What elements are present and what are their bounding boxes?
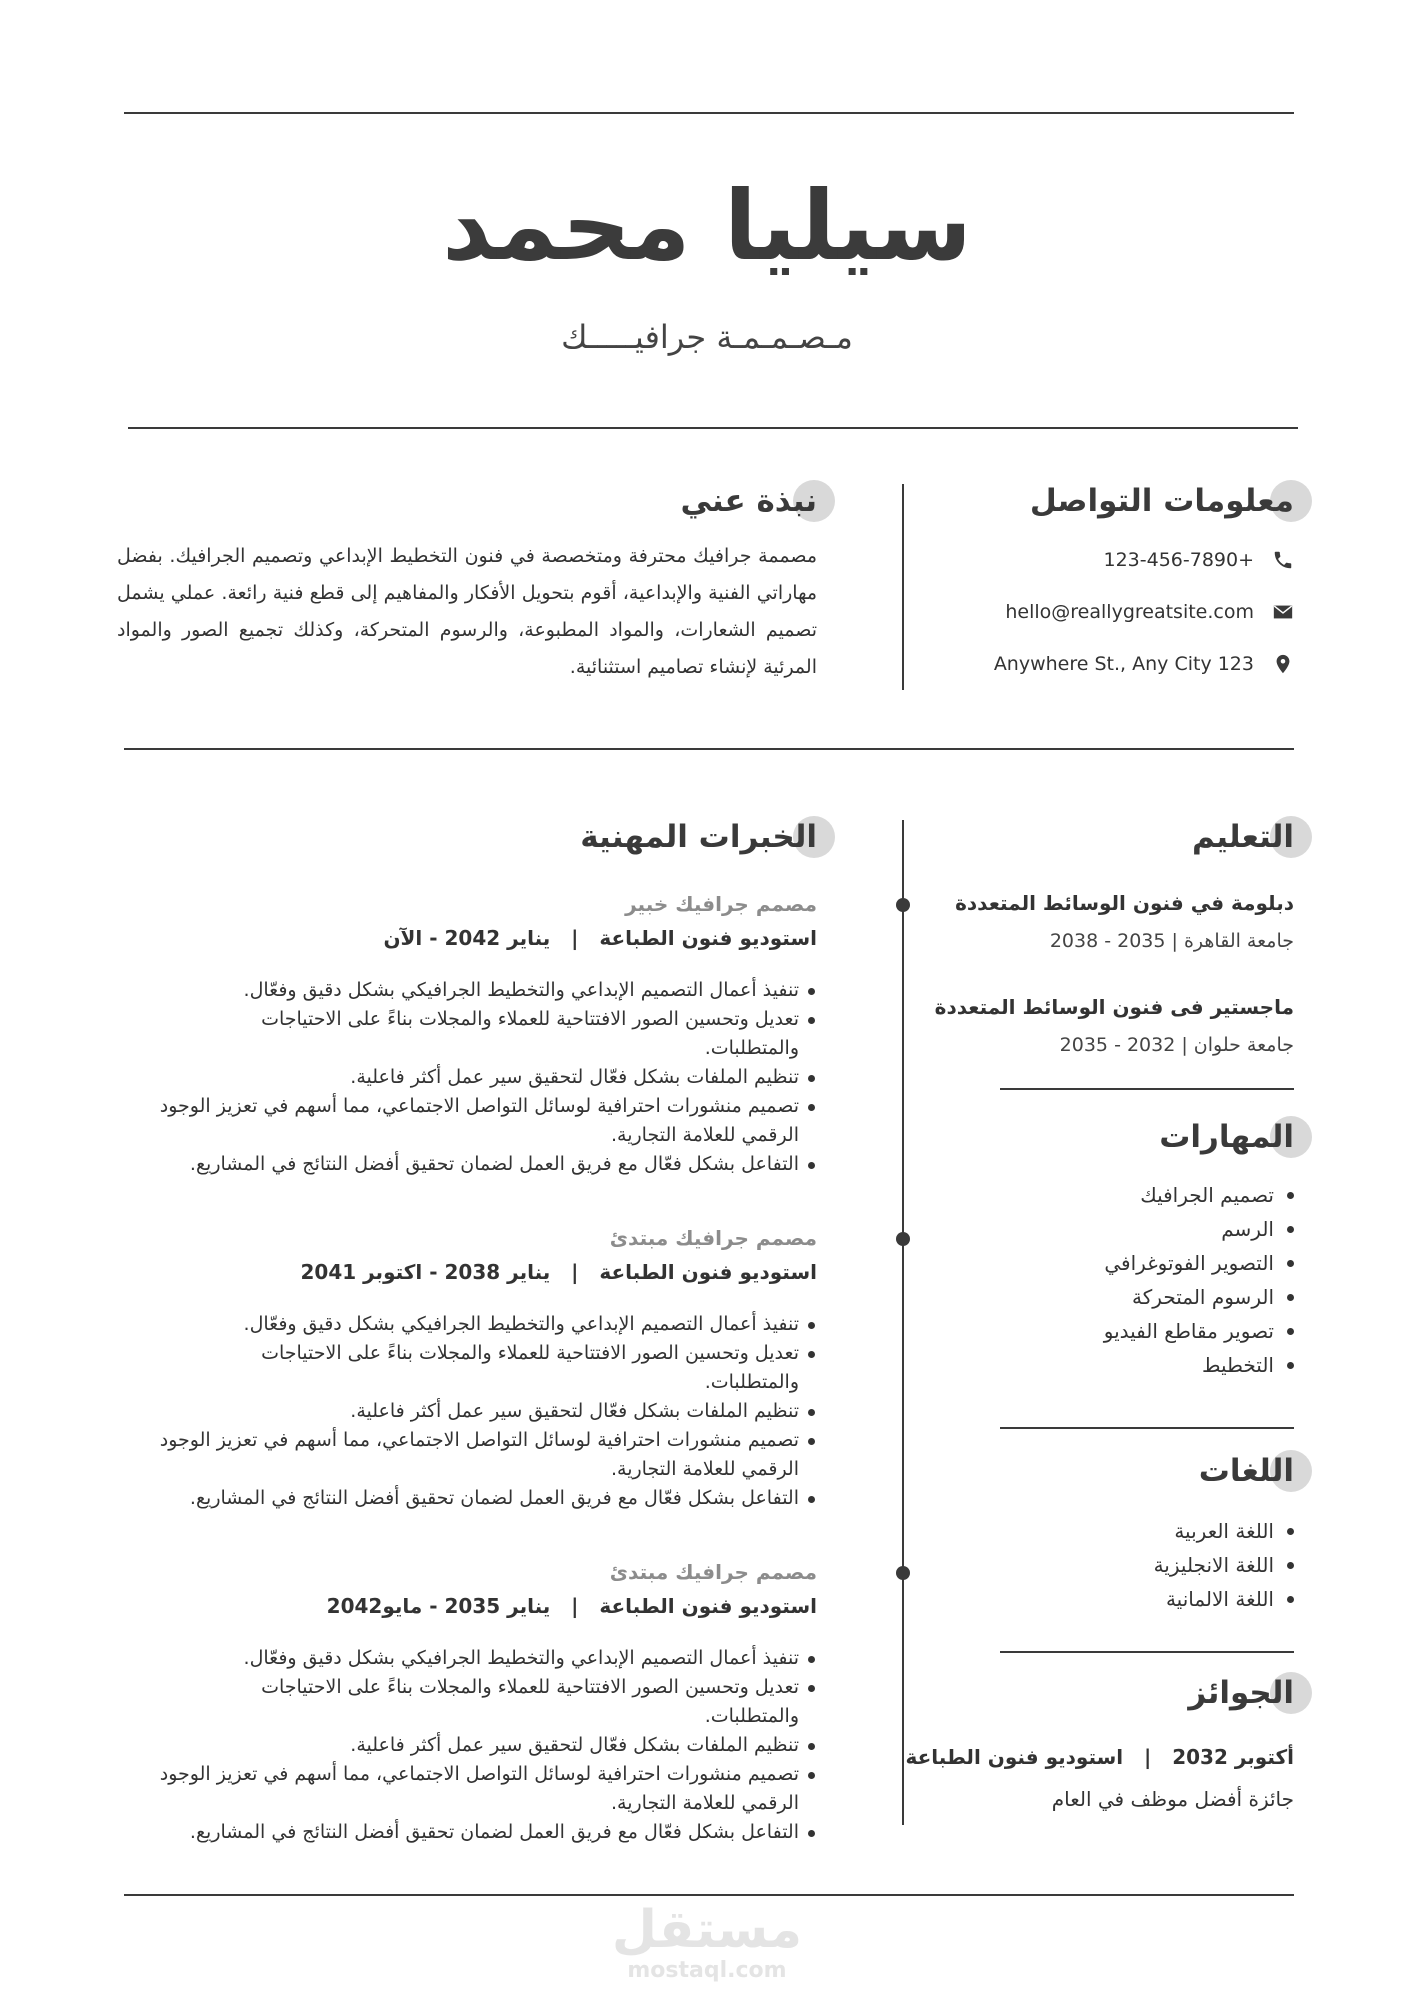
duty-item: تنظيم الملفات بشكل فعّال لتحقيق سير عمل أكثر فاعلية. [97, 1063, 799, 1092]
experience-entry [97, 888, 817, 1179]
duty-item: تصميم منشورات احترافية لوسائل التواصل الاجتماعي، مما أسهم في تعزيز الوجود الرقمي للعلامة التجارية. [159, 1426, 799, 1484]
phone-text: 123-456-7890+ [1103, 549, 1254, 571]
duty-item: التفاعل بشكل فعّال مع فريق العمل لضمان تحقيق أفضل النتائج في المشاريع. [97, 1150, 799, 1179]
job-title: مـصـمـمـة جرافيـــــك [561, 318, 853, 356]
timeline-dot [896, 1232, 910, 1246]
language-item: اللغة العربية [914, 1514, 1294, 1548]
job-company-date: استوديو فنون الطباعة | يناير 2035 - مايو2042 [326, 1594, 817, 1618]
duty-item: تعديل وتحسين الصور الافتتاحية للعملاء والمجلات بناءً على الاحتياجات والمتطلبات. [199, 1005, 799, 1063]
job-role: مصمم جرافيك خبير [625, 892, 817, 916]
job-company-date: استوديو فنون الطباعة | يناير 2042 - الآن [383, 926, 817, 950]
job-company-date: استوديو فنون الطباعة | يناير 2038 - اكتوبر 2041 [300, 1260, 817, 1284]
skill-item: التصوير الفوتوغرافي [914, 1246, 1294, 1280]
language-item: اللغة الانجليزية [914, 1548, 1294, 1582]
contact-email[interactable] [914, 594, 1294, 630]
location-pin-icon [1272, 653, 1294, 675]
divider-bottom [124, 1894, 1294, 1896]
school-line: جامعة القاهرة | 2035 - 2038 [1049, 930, 1294, 952]
experience-entry [97, 1222, 817, 1513]
education-entry [914, 990, 1294, 1062]
email-text: hello@reallygreatsite.com [1005, 601, 1254, 623]
column-separator-top [902, 484, 904, 690]
skill-item: التخطيط [914, 1348, 1294, 1382]
contact-phone[interactable] [914, 542, 1294, 578]
skill-item: تصوير مقاطع الفيديو [914, 1314, 1294, 1348]
job-duties [97, 976, 817, 1179]
duty-item: تصميم منشورات احترافية لوسائل التواصل الاجتماعي، مما أسهم في تعزيز الوجود الرقمي للعلامة التجارية. [159, 1760, 799, 1818]
phone-icon [1272, 549, 1294, 571]
skill-item: الرسوم المتحركة [914, 1280, 1294, 1314]
languages-list [914, 1514, 1294, 1616]
timeline-dot [896, 898, 910, 912]
skill-item: الرسم [914, 1212, 1294, 1246]
job-role: مصمم جرافيك مبتدئ [609, 1226, 817, 1250]
contact-address[interactable] [914, 646, 1294, 682]
job-duties [97, 1310, 817, 1513]
award-description: جائزة أفضل موظف في العام [1051, 1787, 1294, 1811]
duty-item: التفاعل بشكل فعّال مع فريق العمل لضمان تحقيق أفضل النتائج في المشاريع. [97, 1818, 799, 1847]
divider-header [128, 427, 1298, 429]
address-text: Anywhere St., Any City 123 [993, 653, 1254, 675]
duty-item: تنفيذ أعمال التصميم الإبداعي والتخطيط الجرافيكي بشكل دقيق وفعّال. [97, 976, 799, 1005]
divider-skills [1000, 1427, 1294, 1429]
divider-education [1000, 1088, 1294, 1090]
duty-item: التفاعل بشكل فعّال مع فريق العمل لضمان تحقيق أفضل النتائج في المشاريع. [97, 1484, 799, 1513]
degree-title: ماجستير فى فنون الوسائط المتعددة [934, 995, 1294, 1019]
duty-item: تنظيم الملفات بشكل فعّال لتحقيق سير عمل أكثر فاعلية. [97, 1731, 799, 1760]
duty-item: تعديل وتحسين الصور الافتتاحية للعملاء والمجلات بناءً على الاحتياجات والمتطلبات. [199, 1339, 799, 1397]
watermark-url: mostaql.com [627, 1958, 787, 1983]
divider-middle [124, 748, 1294, 750]
duty-item: تنفيذ أعمال التصميم الإبداعي والتخطيط الجرافيكي بشكل دقيق وفعّال. [97, 1310, 799, 1339]
duty-item: تصميم منشورات احترافية لوسائل التواصل الاجتماعي، مما أسهم في تعزيز الوجود الرقمي للعلامة التجارية. [159, 1092, 799, 1150]
degree-title: دبلومة في فنون الوسائط المتعددة [955, 891, 1294, 915]
watermark-logo: مستقل [611, 1900, 803, 1960]
language-item: اللغة الالمانية [914, 1582, 1294, 1616]
divider-top [124, 112, 1294, 114]
mail-icon [1272, 601, 1294, 623]
timeline-line [902, 820, 904, 1825]
divider-languages [1000, 1651, 1294, 1653]
duty-item: تنظيم الملفات بشكل فعّال لتحقيق سير عمل أكثر فاعلية. [97, 1397, 799, 1426]
award-date-company: أكتوبر 2032 | استوديو فنون الطباعة [905, 1745, 1294, 1769]
candidate-name: سيليا محمد [442, 170, 972, 282]
about-paragraph: مصممة جرافيك محترفة ومتخصصة في فنون التخطيط الإبداعي وتصميم الجرافيك. بفضل مهاراتي الفنية والإبداعية، أقوم بتحويل الأفكار والمفاهيم إلى قطع فنية رائعة. عملي يشمل تصميم الشعارات، والمواد المطبوعة، والرسوم المتحركة، وكذلك تجميع الصور والمواد المرئية لإنشاء تصاميم استثنائية. [117, 545, 817, 678]
skills-list [914, 1178, 1294, 1382]
education-entry [914, 886, 1294, 958]
skill-item: تصميم الجرافيك [914, 1178, 1294, 1212]
timeline-dot [896, 1566, 910, 1580]
duty-item: تعديل وتحسين الصور الافتتاحية للعملاء والمجلات بناءً على الاحتياجات والمتطلبات. [199, 1673, 799, 1731]
job-role: مصمم جرافيك مبتدئ [609, 1560, 817, 1584]
duty-item: تنفيذ أعمال التصميم الإبداعي والتخطيط الجرافيكي بشكل دقيق وفعّال. [97, 1644, 799, 1673]
job-duties [97, 1644, 817, 1847]
school-line: جامعة حلوان | 2032 - 2035 [1059, 1034, 1294, 1056]
experience-entry [97, 1556, 817, 1847]
